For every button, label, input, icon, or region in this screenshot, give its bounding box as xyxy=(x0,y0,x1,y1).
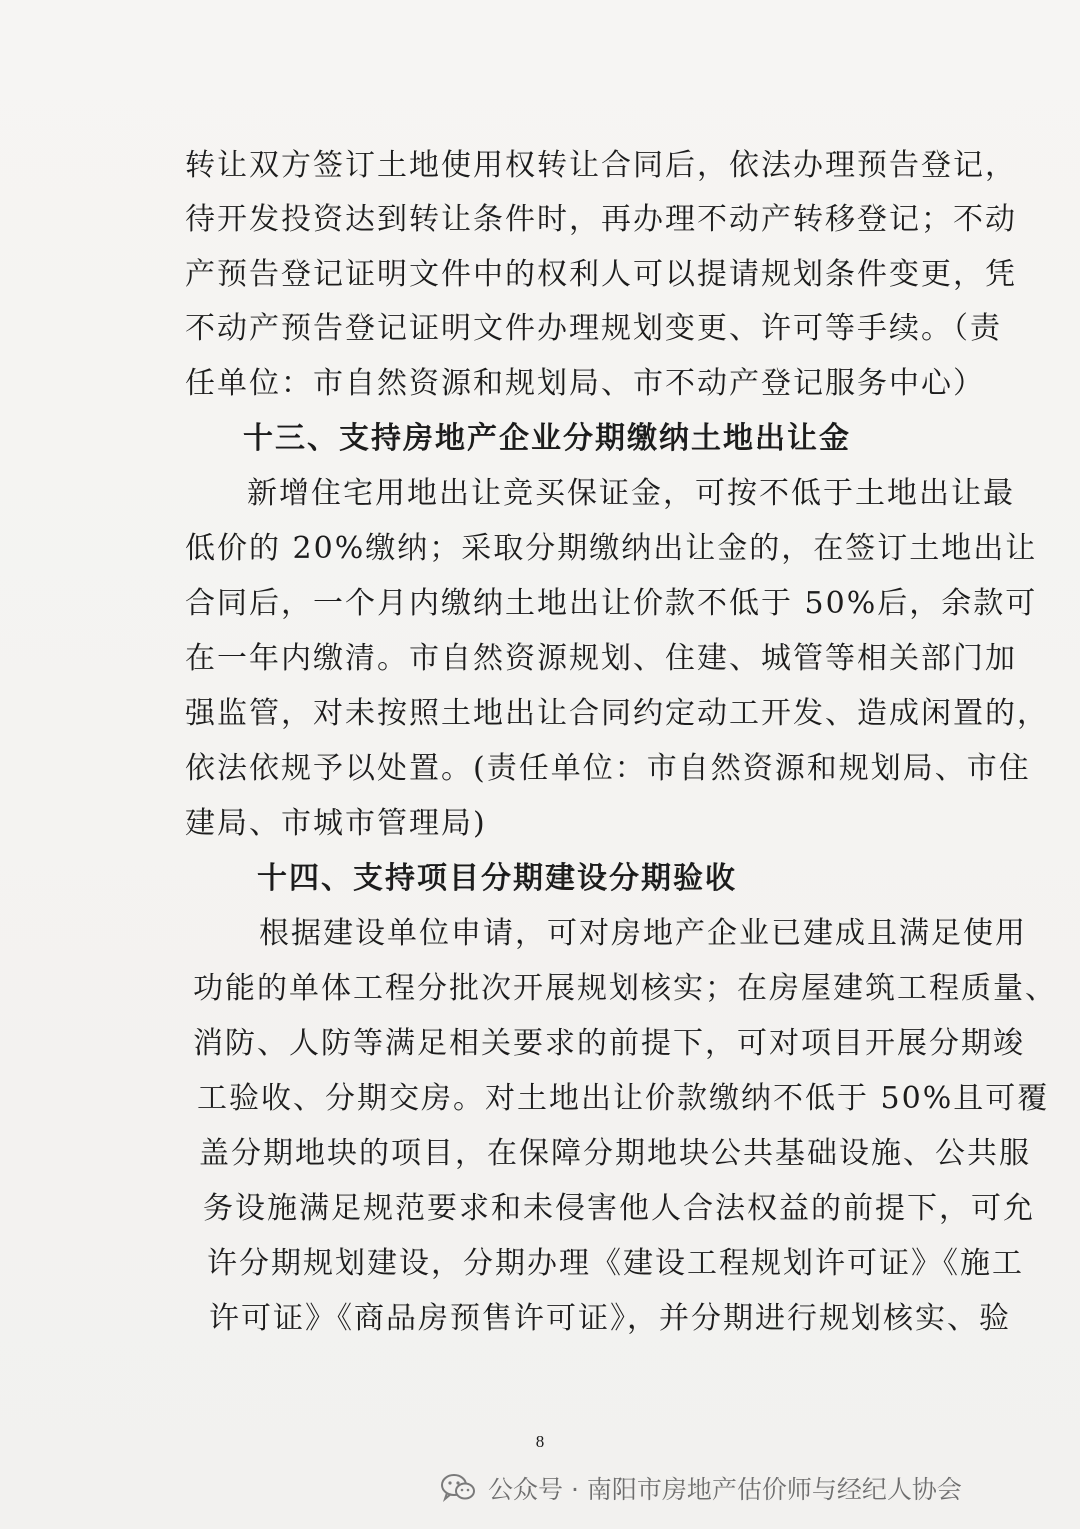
text-line: 建局、市城市管理局) xyxy=(185,806,487,841)
text-line: 强监管，对未按照土地出让合同约定动工开发、造成闲置的， xyxy=(185,696,1049,731)
watermark xyxy=(440,1466,962,1510)
text-line: 消防、人防等满足相关要求的前提下，可对项目开展分期竣 xyxy=(193,1026,1025,1061)
page-number: 8 xyxy=(535,1432,545,1451)
text-line: 依法依规予以处置。(责任单位：市自然资源和规划局、市住 xyxy=(185,751,1031,786)
text-line: 根据建设单位申请，可对房地产企业已建成且满足使用 xyxy=(259,916,1027,951)
text-line: 许可证》《商品房预售许可证》，并分期进行规划核实、验 xyxy=(209,1301,1011,1336)
text-line: 盖分期地块的项目，在保障分期地块公共基础设施、公共服 xyxy=(199,1136,1031,1171)
wechat-icon xyxy=(440,1473,476,1503)
section-heading-13: 十三、支持房地产企业分期缴纳土地出让金 xyxy=(243,421,851,456)
text-line: 许分期规划建设，分期办理《建设工程规划许可证》《施工 xyxy=(207,1246,1024,1281)
section-heading-14: 十四、支持项目分期建设分期验收 xyxy=(257,861,737,896)
text-line: 新增住宅用地出让竞买保证金，可按不低于土地出让最 xyxy=(247,476,1015,511)
text-line: 在一年内缴清。市自然资源规划、住建、城管等相关部门加 xyxy=(185,641,1017,676)
text-line: 低价的 20%缴纳；采取分期缴纳出让金的，在签订土地出让 xyxy=(185,531,1038,566)
text-line: 不动产预告登记证明文件办理规划变更、许可等手续。（责 xyxy=(185,311,1002,346)
text-line: 功能的单体工程分批次开展规划核实；在房屋建筑工程质量、 xyxy=(193,971,1057,1006)
text-line: 产预告登记证明文件中的权利人可以提请规划条件变更，凭 xyxy=(185,257,1017,292)
text-line: 任单位：市自然资源和规划局、市不动产登记服务中心） xyxy=(185,366,985,401)
text-line: 待开发投资达到转让条件时，再办理不动产转移登记；不动 xyxy=(185,202,1017,237)
text-line: 工验收、分期交房。对土地出让价款缴纳不低于 50%且可覆 xyxy=(197,1081,1050,1116)
watermark-text: 公众号 · 南阳市房地产估价师与经纪人协会 xyxy=(488,1475,962,1504)
text-line: 合同后，一个月内缴纳土地出让价款不低于 50%后，余款可 xyxy=(185,586,1038,621)
text-line: 转让双方签订土地使用权转让合同后，依法办理预告登记， xyxy=(185,148,1017,183)
text-line: 务设施满足规范要求和未侵害他人合法权益的前提下，可允 xyxy=(203,1191,1035,1226)
